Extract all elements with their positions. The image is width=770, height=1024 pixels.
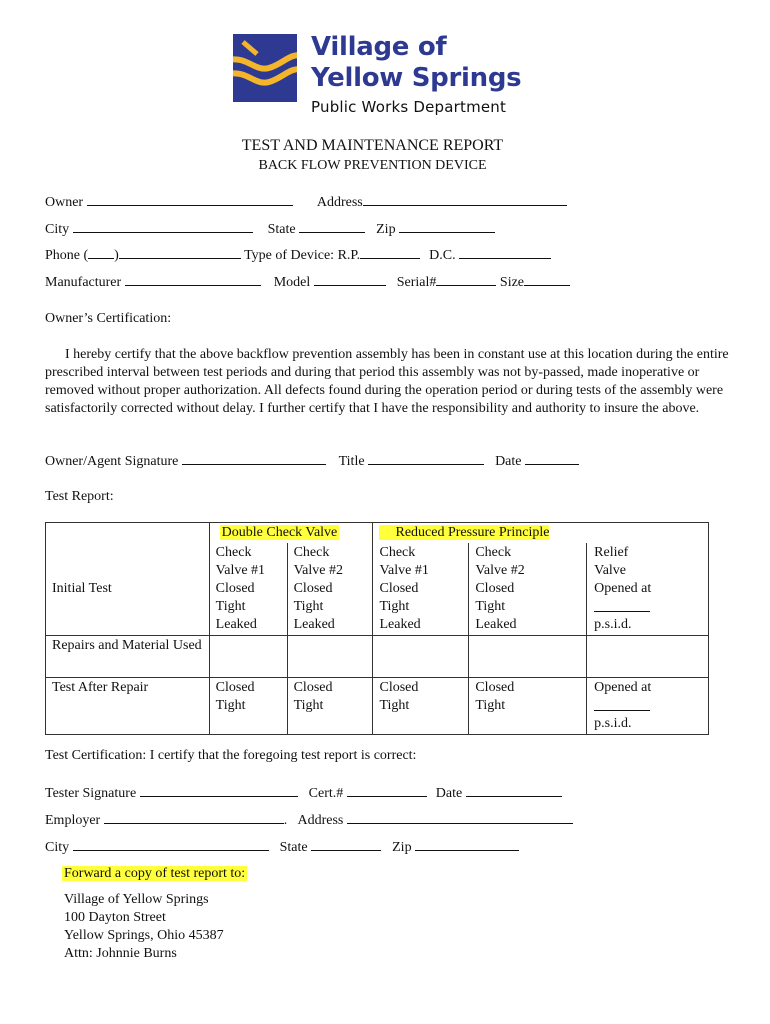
col-header-valve-2: Valve #2 [293,563,343,578]
village-logo-mark [233,34,297,102]
repairs-dc-check-1[interactable] [209,636,287,678]
rp-check-valve-1-initial[interactable] [373,543,469,636]
mail-to-line-2: 100 Dayton Street [64,910,166,925]
col-header-check: Check [293,545,330,560]
owner-date-label: Date [495,454,522,469]
owner-signature-field[interactable] [182,453,326,465]
option-closed: Closed [215,680,255,695]
after-dc-check-1[interactable] [209,678,287,735]
logo-village-name [311,32,521,94]
test-report-table [45,522,709,735]
option-closed: Closed [379,680,419,695]
option-leaked: Leaked [215,617,257,632]
cert-number-field[interactable] [347,785,427,797]
opened-at-label: Opened at [594,581,652,596]
address-label: Address [316,195,363,210]
employer-field[interactable] [104,812,284,824]
double-check-valve-label: Double Check Valve [221,525,338,540]
employer-label: Employer [45,813,101,828]
report-subtitle: BACK FLOW PREVENTION DEVICE [258,158,487,173]
phone-label: Phone ( [45,248,89,263]
manufacturer-field[interactable] [125,274,261,286]
option-tight: Tight [475,599,506,614]
phone-paren-close: ) [114,248,119,263]
owner-certification-heading: Owner’s Certification: [45,311,172,326]
reduced-pressure-label: Reduced Pressure Principle [379,525,549,540]
repairs-rp-check-1[interactable] [373,636,469,678]
option-closed: Closed [293,581,333,596]
employer-zip-field[interactable] [415,839,519,851]
dc-check-valve-2-initial[interactable] [287,543,373,636]
employer-state-label: State [279,840,308,855]
relief-valve-initial[interactable] [587,543,709,636]
rp-check-valve-2-initial[interactable] [469,543,587,636]
employer-zip-label: Zip [392,840,412,855]
test-report-heading: Test Report: [45,489,114,504]
model-label: Model [273,275,311,290]
forward-copy-label: Forward a copy of test report to: [64,866,246,881]
owner-address-row [45,194,567,211]
logo-name-line-2: Yellow Springs [311,63,522,93]
psid-unit: p.s.i.d. [594,617,632,632]
option-tight: Tight [293,599,324,614]
col-header-check: Check [379,545,416,560]
after-relief-valve[interactable] [587,678,709,735]
tester-date-field[interactable] [466,785,562,797]
owner-date-field[interactable] [525,453,579,465]
city-state-zip-row [45,221,495,238]
logo-name-line-1: Village of [311,32,447,62]
city-field[interactable] [73,221,253,233]
double-check-valve-group [209,523,373,544]
opened-at-psid-field[interactable] [594,598,650,612]
col-header-valve: Valve [594,563,627,578]
opened-at-label: Opened at [594,680,652,695]
mail-to-address [64,891,224,963]
initial-test-label-cell [46,543,210,636]
after-rp-check-2[interactable] [469,678,587,735]
test-after-repair-label: Test After Repair [46,678,210,735]
employer-address-label: Address [297,813,344,828]
village-logo [233,34,533,120]
size-label: Size [499,275,525,290]
repairs-rp-check-2[interactable] [469,636,587,678]
size-field[interactable] [524,274,570,286]
serial-label: Serial# [396,275,437,290]
model-field[interactable] [314,274,386,286]
option-leaked: Leaked [379,617,421,632]
dc-check-valve-1-initial[interactable] [209,543,287,636]
table-header-row [46,523,709,544]
employer-address-field[interactable] [347,812,573,824]
option-leaked: Leaked [293,617,335,632]
mail-to-line-1: Village of Yellow Springs [64,892,209,907]
psid-unit: p.s.i.d. [594,716,632,731]
test-certification-statement: Test Certification: I certify that the foregoing test report is correct: [45,748,417,763]
owner-signature-label: Owner/Agent Signature [45,454,179,469]
employer-city-label: City [45,840,70,855]
mail-to-line-3: Yellow Springs, Ohio 45387 [64,928,224,943]
zip-field[interactable] [399,221,495,233]
type-of-device-label: Type of Device: R.P. [244,248,361,263]
table-row-repairs [46,636,709,678]
zip-label: Zip [376,222,396,237]
cert-number-label: Cert.# [308,786,344,801]
table-row-initial-test [46,543,709,636]
report-title: TEST AND MAINTENANCE REPORT [241,137,504,154]
repairs-dc-check-2[interactable] [287,636,373,678]
reduced-pressure-group [373,523,709,544]
rp-field[interactable] [360,247,420,259]
address-field[interactable] [363,194,567,206]
logo-department: Public Works Department [311,98,507,116]
serial-field[interactable] [436,274,496,286]
repairs-label-cell: Repairs and Material Used [46,636,210,678]
after-dc-check-2[interactable] [287,678,373,735]
col-header-valve-1: Valve #1 [215,563,266,578]
option-tight: Tight [379,698,410,713]
option-tight: Tight [293,698,324,713]
employer-dot: . [283,813,288,828]
owner-label: Owner [45,195,84,210]
owner-title-label: Title [338,454,365,469]
col-header-check: Check [215,545,252,560]
employer-row [45,812,573,829]
owner-signature-row [45,453,579,470]
option-tight: Tight [215,599,246,614]
option-closed: Closed [293,680,333,695]
option-tight: Tight [215,698,246,713]
col-header-valve-1: Valve #1 [379,563,429,578]
after-opened-at-field[interactable] [594,697,650,711]
manufacturer-label: Manufacturer [45,275,122,290]
mail-to-line-4: Attn: Johnnie Burns [64,946,177,961]
option-closed: Closed [475,680,515,695]
tester-signature-row [45,785,562,802]
col-header-valve-2: Valve #2 [475,563,525,578]
option-tight: Tight [379,599,410,614]
yellow-springs-wave-icon [233,34,297,102]
initial-test-label: Initial Test [52,581,112,596]
phone-area-code-field[interactable] [88,247,114,259]
owner-title-field[interactable] [368,453,484,465]
owner-certification-text: I hereby certify that the above backflow prevention assembly has been in constant use at this location during the entire prescribed interval between test periods and during that period this assembly was not by-passed, made inoperative or removed without proper authorization. All defects found during the operation period or during tests of the assembly were satisfactorily corrected without delay. I further certify that I have the responsibility and authority to insure the above. [45,347,729,416]
tester-date-label: Date [435,786,463,801]
option-tight: Tight [475,698,506,713]
forward-copy-note [62,866,247,882]
col-header-check: Check [475,545,512,560]
after-rp-check-1[interactable] [373,678,469,735]
option-closed: Closed [379,581,419,596]
tester-signature-field[interactable] [140,785,298,797]
option-leaked: Leaked [475,617,517,632]
city-label: City [45,222,70,237]
table-corner-cell [46,523,210,544]
employer-state-field[interactable] [311,839,381,851]
phone-device-row [45,247,551,264]
state-field[interactable] [299,221,365,233]
owner-field[interactable] [87,194,293,206]
repairs-relief-valve[interactable] [587,636,709,678]
col-header-relief: Relief [594,545,629,560]
option-closed: Closed [475,581,515,596]
dc-field[interactable] [459,247,551,259]
tester-signature-label: Tester Signature [45,786,137,801]
dc-label: D.C. [429,248,456,263]
manufacturer-row [45,274,570,291]
phone-number-field[interactable] [119,247,241,259]
table-row-test-after-repair [46,678,709,735]
employer-city-row [45,839,519,856]
option-closed: Closed [215,581,255,596]
state-label: State [267,222,296,237]
employer-city-field[interactable] [73,839,269,851]
